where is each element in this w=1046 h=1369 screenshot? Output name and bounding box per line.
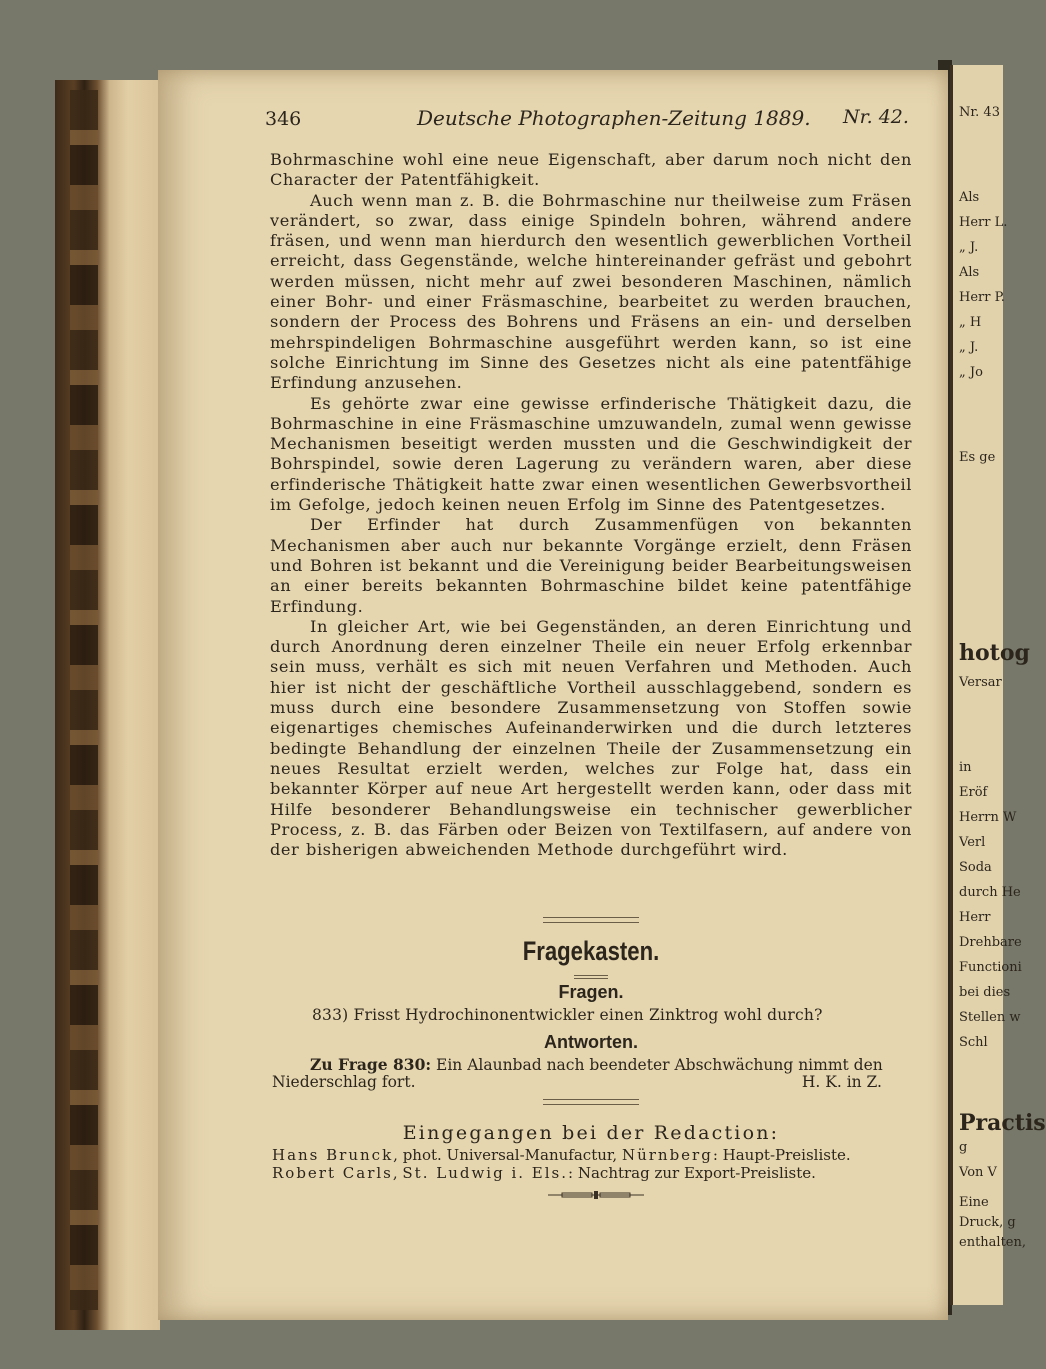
facing-page-fragment: „ Jo (959, 365, 983, 380)
eingegangen-heading: Eingegangen bei der Redaction: (402, 1122, 780, 1144)
paragraph: Bohrmaschine wohl eine neue Eigenschaft, aber darum noch nicht den Character der Patentfähigkeit. (270, 150, 912, 190)
page-number: 346 (265, 108, 302, 130)
facing-page-fragment: Functioni (959, 960, 1022, 975)
antworten-heading: Antworten. (544, 1032, 638, 1052)
section-title: Fragekasten. (522, 936, 660, 966)
small-divider (574, 975, 608, 979)
book-spine-left (70, 90, 98, 1310)
facing-page-fragment: durch He (959, 885, 1021, 900)
facing-page-fragment: Druck, g (959, 1215, 1016, 1230)
facing-page-fragment: „ H (959, 315, 982, 330)
paragraph: Auch wenn man z. B. die Bohrmaschine nur theilweise zum Fräsen verändert, so zwar, dass einige Spindeln bohren, während andere fräsen, und wenn man hierdurch den wesentlich gewerblichen Vortheil erreicht, dass Gegenstände, welche hintereinander gefräst und gebohrt werden müssen, nicht mehr auf zwei besonderen Maschinen, nämlich einer Bohr- und einer Fräsmaschine, bearbeitet zu werden brauchen, sondern der Process des Bohrens und Fräsens an ein- und derselben mehrspindeligen Bohrmaschine ausgeführt werden kann, so ist eine solche Einrichtung im Sinne des Gesetzes nicht als eine patentfähige Erfindung anzusehen. (270, 190, 912, 393)
facing-page-fragment: Herrn W (959, 810, 1017, 825)
facing-page-fragment: Verl (959, 835, 986, 850)
list-item: Robert Carls, St. Ludwig i. Els.: Nachtrag zur Export-Preisliste. (272, 1164, 816, 1182)
facing-page-fragment: Nr. 43 (959, 105, 1000, 120)
facing-page-fragment: in (959, 760, 972, 775)
article-body (270, 150, 912, 860)
section-divider (543, 917, 639, 923)
paragraph: Es gehörte zwar eine gewisse erfinderische Thätigkeit dazu, die Bohrmaschine in eine Fräsmaschine umzuwandeln, zumal wenn gewisse Mechanismen beseitigt werden mussten und die Geschwindigkeit der Bohrspindel, sowie deren Lagerung zu verändern waren, aber diese erfinderische Thätigkeit hatte zwar einen wesentlichen Gewerbsvortheil im Gefolge, jedoch keinen neuen Erfolg im Sinne des Patentgesetzes. (270, 393, 912, 515)
issue-number: Nr. 42. (843, 106, 909, 128)
facing-page-fragment: Eröf (959, 785, 988, 800)
end-ornament (548, 1191, 644, 1199)
facing-page-fragment: Herr (959, 910, 991, 925)
facing-page-fragment: Als (959, 190, 980, 205)
facing-page-fragment: Versar (959, 675, 1002, 690)
answer-text: Ein Alaunbad nach beendeter Abschwächung nimmt den (431, 1056, 883, 1074)
facing-page-fragment: „ J. (959, 340, 979, 355)
facing-page-fragment: g (959, 1140, 968, 1155)
eingegangen-list (272, 1146, 914, 1182)
facing-page-fragment: Schl (959, 1035, 988, 1050)
answer-830 (272, 1056, 914, 1091)
facing-page-fragment: Stellen w (959, 1010, 1021, 1025)
facing-page-fragment: Herr P. (959, 290, 1005, 305)
facing-page-fragment: hotog (959, 640, 1030, 666)
facing-page-fragment: Es ge (959, 450, 996, 465)
facing-page-fragment: Als (959, 265, 980, 280)
answer-signature: H. K. in Z. (801, 1073, 882, 1091)
facing-page-fragment: Drehbare (959, 935, 1022, 950)
paragraph: Der Erfinder hat durch Zusammenfügen von bekannten Mechanismen aber auch nur bekannte Vorgänge erzielt, denn Fräsen und Bohren ist bekannt und die Vereinigung beider Bearbeitungsweisen an einer bereits bekannten Bohrmaschine bildet keine patentfähige Erfindung. (270, 515, 912, 616)
facing-page-fragment: Eine (959, 1195, 989, 1210)
fragen-heading: Fragen. (558, 982, 624, 1002)
facing-page-fragment: „ J. (959, 240, 979, 255)
question-833: 833) Frisst Hydrochinonentwickler einen Zinktrog wohl durch? (312, 1006, 823, 1024)
list-item: Hans Brunck, phot. Universal-Manufactur, Nürnberg: Haupt-Preisliste. (272, 1146, 851, 1164)
paragraph: In gleicher Art, wie bei Gegenständen, an deren Einrichtung und durch Anordnung deren einzelner Theile ein neuer Erfolg erkennbar sein muss, verhält es sich mit neuen Verfahren und Methoden. Auch hier ist nicht der geschäftliche Vortheil ausschlaggebend, sondern es muss durch eine besondere Zusammensetzung von Stoffen sowie eigenartiges chemisches Aufeinanderwirken und die durch letzteres bedingte Behandlung der einzelnen Theile der Zusammensetzung ein neues Resultat erzielt werden, welches zur Folge hat, dass ein bekannter Körper auf neue Art hergestellt werden kann, oder dass mit Hilfe besonderer Behandlungsweise ein technischer gewerblicher Process, z. B. das Färben oder Beizen von Textilfasern, auf andere von der bisherigen abweichenden Methode durchgeführt wird. (270, 616, 912, 860)
answer-label: Zu Frage 830: (310, 1055, 432, 1074)
answer-text-cont: Niederschlag fort. (272, 1073, 416, 1091)
facing-page-fragment: Von V (959, 1165, 997, 1180)
facing-page-fragment: Soda (959, 860, 992, 875)
facing-page-fragment: enthalten, (959, 1235, 1026, 1250)
facing-page-strip (950, 65, 1046, 1305)
journal-title: Deutsche Photographen-Zeitung 1889. (417, 106, 811, 130)
facing-page-fragment: Herr L. (959, 215, 1008, 230)
section-divider (543, 1099, 639, 1105)
facing-page-fragment: bei dies (959, 985, 1011, 1000)
page-header (265, 108, 915, 138)
facing-page-fragment: Practis (959, 1110, 1046, 1136)
